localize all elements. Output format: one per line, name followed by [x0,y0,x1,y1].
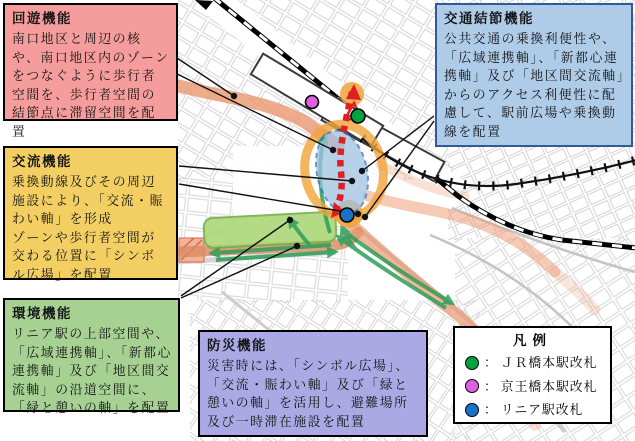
environment-function-box [3,298,180,416]
legend-item-linear: ： リニア駅改札 [461,398,604,422]
legend-item-linear-label: リニア駅改札 [500,402,584,417]
exchange-text-1: 乗換動線及びその周辺施設により、「交流・賑わい軸」を形成 [12,174,164,227]
keio-gate-legend-icon [465,379,479,393]
legend-title: 凡例 [513,333,552,348]
exchange-function-box [3,146,178,280]
circulation-text: 南口地区と周辺の核や、南口地区内のゾーンをつなぐように歩行者空間を、歩行者空間の結節点に滞留空間を配置 [12,31,170,139]
transport-text: 公共交通の乗換利便性や、「広域連携軸」、「新都心連携軸」及び「地区間交流軸」からのアクセス利便性に配慮して、駅前広場や乗換動線を配置 [444,31,625,139]
linear-gate-legend-icon [465,403,479,417]
disaster-text: 災害時には、「シンボル広場」、「交流・賑わい軸」及び「緑と憩いの軸」を活用し、避難場所及び一時滞在施設を配置 [207,358,410,429]
legend [453,326,612,424]
jr-hashimoto-gate-marker [351,109,365,123]
transport-node-function-box [435,3,633,147]
exchange-text-2: ゾーンや歩行者空間が交わる位置に「シンボル広場」を配置 [12,229,156,282]
disaster-function-box [198,330,428,437]
transport-title: 交通結節機能 [444,11,534,26]
circulation-function-box [3,3,178,139]
disaster-title: 防災機能 [207,338,267,353]
keio-hashimoto-gate-marker [306,96,319,109]
legend-item-jr-label: ＪＲ橋本駅改札 [500,355,598,370]
legend-item-keio-label: 京王橋本駅改札 [500,378,598,394]
jr-gate-legend-icon [465,356,479,370]
legend-item-jr: ： ＪＲ橋本駅改札 [461,351,604,375]
circulation-title: 回遊機能 [12,11,72,26]
exchange-title: 交流機能 [12,154,72,169]
linear-gate-marker [340,208,354,222]
legend-item-keio: ： 京王橋本駅改札 [461,375,604,399]
environment-title: 環境機能 [12,306,72,321]
environment-text: リニア駅の上部空間や、「広域連携軸」、「新都心連携軸」及び「地区間交流軸」の沿道空間に、「緑と憩いの軸」を配置 [12,326,172,416]
green-park-zone [203,212,336,249]
